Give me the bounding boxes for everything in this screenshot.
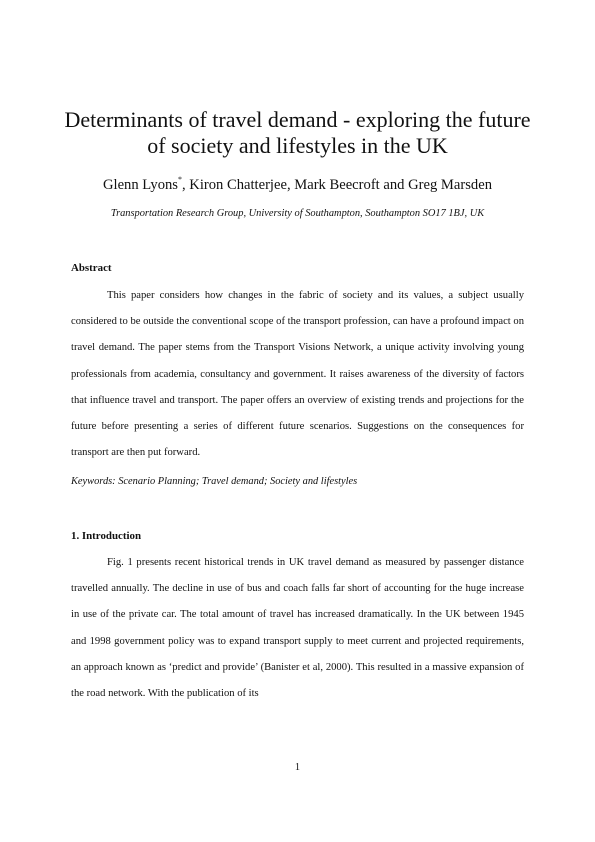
affiliation: Transportation Research Group, University of Southampton, Southampton SO17 1BJ, UK [110,208,485,219]
abstract-text: This paper considers how changes in the fabric of society and its values, a subject usually considered to be outside the conventional scope of the transport profession, can have a profound impact on travel demand. The paper stems from the Transport Visions Network, a unique activity involving young professionals from academia, consultancy and government. It raises awareness of the diversity of factors that influence travel and transport. The paper offers an overview of existing trends and projections for the future before presenting a series of different future scenarios. Suggestions on the consequences for transport are then put forward. [71,290,524,459]
corresponding-author-marker: * [177,175,182,184]
introduction-text: Fig. 1 presents recent historical trends in UK travel demand as measured by passenger distance travelled annually. The decline in use of bus and coach falls far short of accounting for the huge increase in use of the private car. The total amount of travel has increased dramatically. In the UK between 1945 and 1998 government policy was to expand transport supply to meet current and projected requirements, an approach known as ‘predict and provide’ (Banister et al, 2000). This resulted in a massive expansion of the road network. With the publication of its [71,557,524,700]
introduction-heading: 1. Introduction [71,530,141,542]
paper-title: Determinants of travel demand - exploring the future of society and lifestyles in the UK [64,107,531,158]
keywords: Keywords: Scenario Planning; Travel demand; Society and lifestyles [71,476,358,487]
first-author: Glenn Lyons [102,177,178,193]
co-authors: , Kiron Chatterjee, Mark Beecroft and Greg Marsden [181,177,492,193]
abstract-heading: Abstract [71,262,112,274]
page-number: 1 [294,762,301,773]
author-list [40,170,555,195]
